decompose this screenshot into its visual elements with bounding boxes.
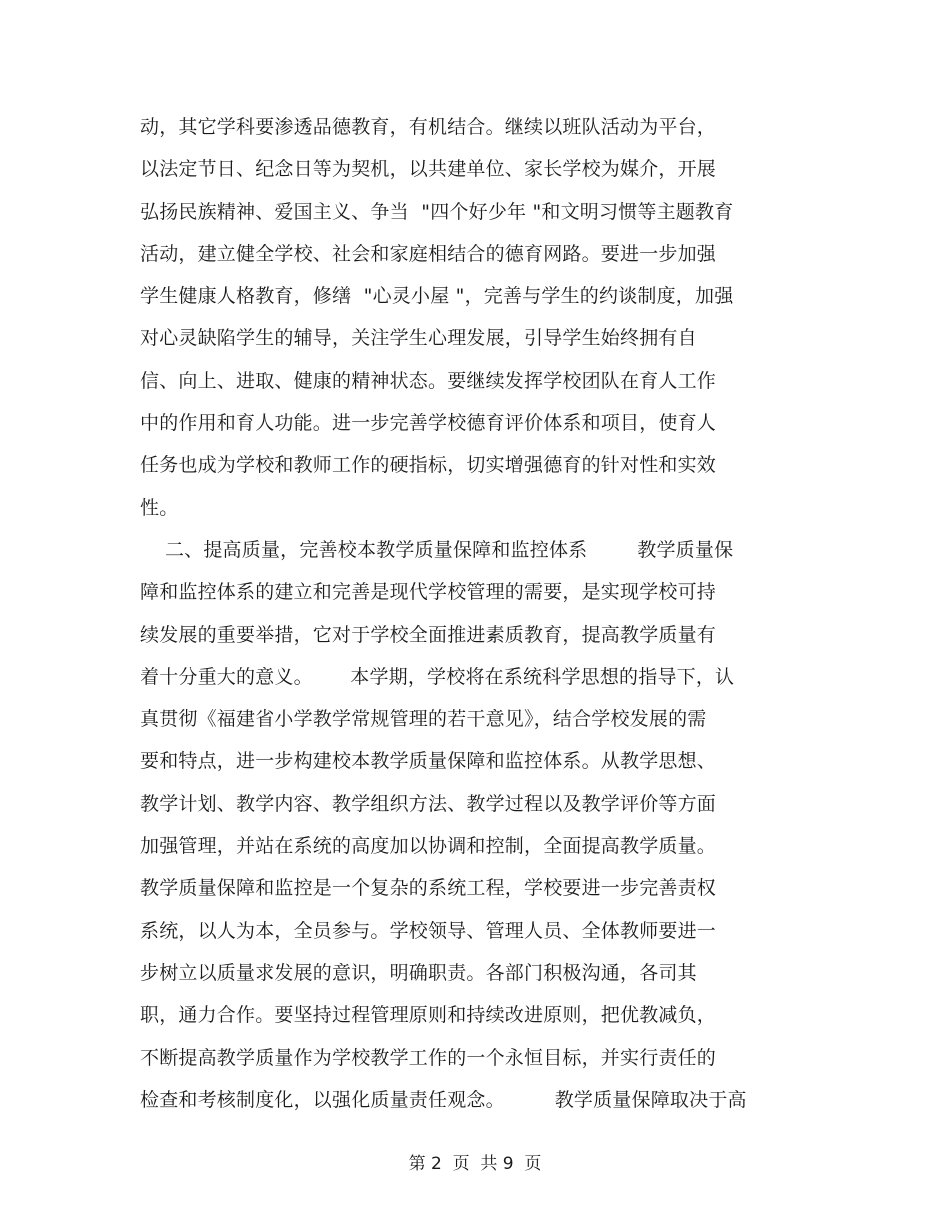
page-number-footer: 第 2 页 共 9 页 <box>408 1154 542 1174</box>
section-heading-line: 二、提高质量，完善校本教学质量保障和监控体系 教学质量保 <box>140 538 734 561</box>
text-line: 续发展的重要举措，它对于学校全面推进素质教育，提高教学质量有 <box>140 623 717 646</box>
text-line: 障和监控体系的建立和完善是现代学校管理的需要，是实现学校可持 <box>140 581 717 604</box>
text-line: 以法定节日、纪念日等为契机，以共建单位、家长学校为媒介，开展 <box>140 158 717 181</box>
text-line: 弘扬民族精神、爱国主义、争当 "四个好少年 "和文明习惯等主题教育 <box>140 200 734 223</box>
text-line: 信、向上、进取、健康的精神状态。要继续发挥学校团队在育人工作 <box>140 369 717 392</box>
text-line: 动，其它学科要渗透品德教育，有机结合。继续以班队活动为平台， <box>140 116 717 138</box>
text-line: 对心灵缺陷学生的辅导，关注学生心理发展，引导学生始终拥有自 <box>140 327 697 350</box>
text-line: 加强管理，并站在系统的高度加以协调和控制，全面提高教学质量。 <box>140 835 717 858</box>
text-line: 不断提高教学质量作为学校教学工作的一个永恒目标，并实行责任的 <box>140 1046 717 1069</box>
document-body <box>140 112 820 1127</box>
text-line: 任务也成为学校和教师工作的硬指标，切实增强德育的针对性和实效 <box>140 454 717 477</box>
text-line: 中的作用和育人功能。进一步完善学校德育评价体系和项目，使育人 <box>140 412 717 435</box>
text-line: 教学质量保障和监控是一个复杂的系统工程，学校要进一步完善责权 <box>140 877 717 900</box>
text-line: 检查和考核制度化，以强化质量责任观念。 教学质量保障取决于高 <box>140 1088 747 1111</box>
text-line: 系统，以人为本，全员参与。学校领导、管理人员、全体教师要进一 <box>140 919 717 942</box>
text-line: 着十分重大的意义。 本学期，学校将在系统科学思想的指导下，认 <box>140 665 735 688</box>
text-line: 步树立以质量求发展的意识，明确职责。各部门积极沟通，各司其 <box>140 961 697 984</box>
text-line: 真贯彻《福建省小学教学常规管理的若干意见》，结合学校发展的需 <box>140 708 707 731</box>
text-line: 活动，建立健全学校、社会和家庭相结合的德育网路。要进一步加强 <box>140 242 717 265</box>
text-line: 教学计划、教学内容、教学组织方法、教学过程以及教学评价等方面 <box>140 792 717 815</box>
text-line: 性。 <box>140 496 179 519</box>
text-line: 职，通力合作。要坚持过程管理原则和持续改进原则，把优教减负， <box>140 1004 717 1027</box>
text-line: 学生健康人格教育，修缮 "心灵小屋 "，完善与学生的约谈制度，加强 <box>140 285 734 308</box>
text-line: 要和特点，进一步构建校本教学质量保障和监控体系。从教学思想、 <box>140 750 717 773</box>
